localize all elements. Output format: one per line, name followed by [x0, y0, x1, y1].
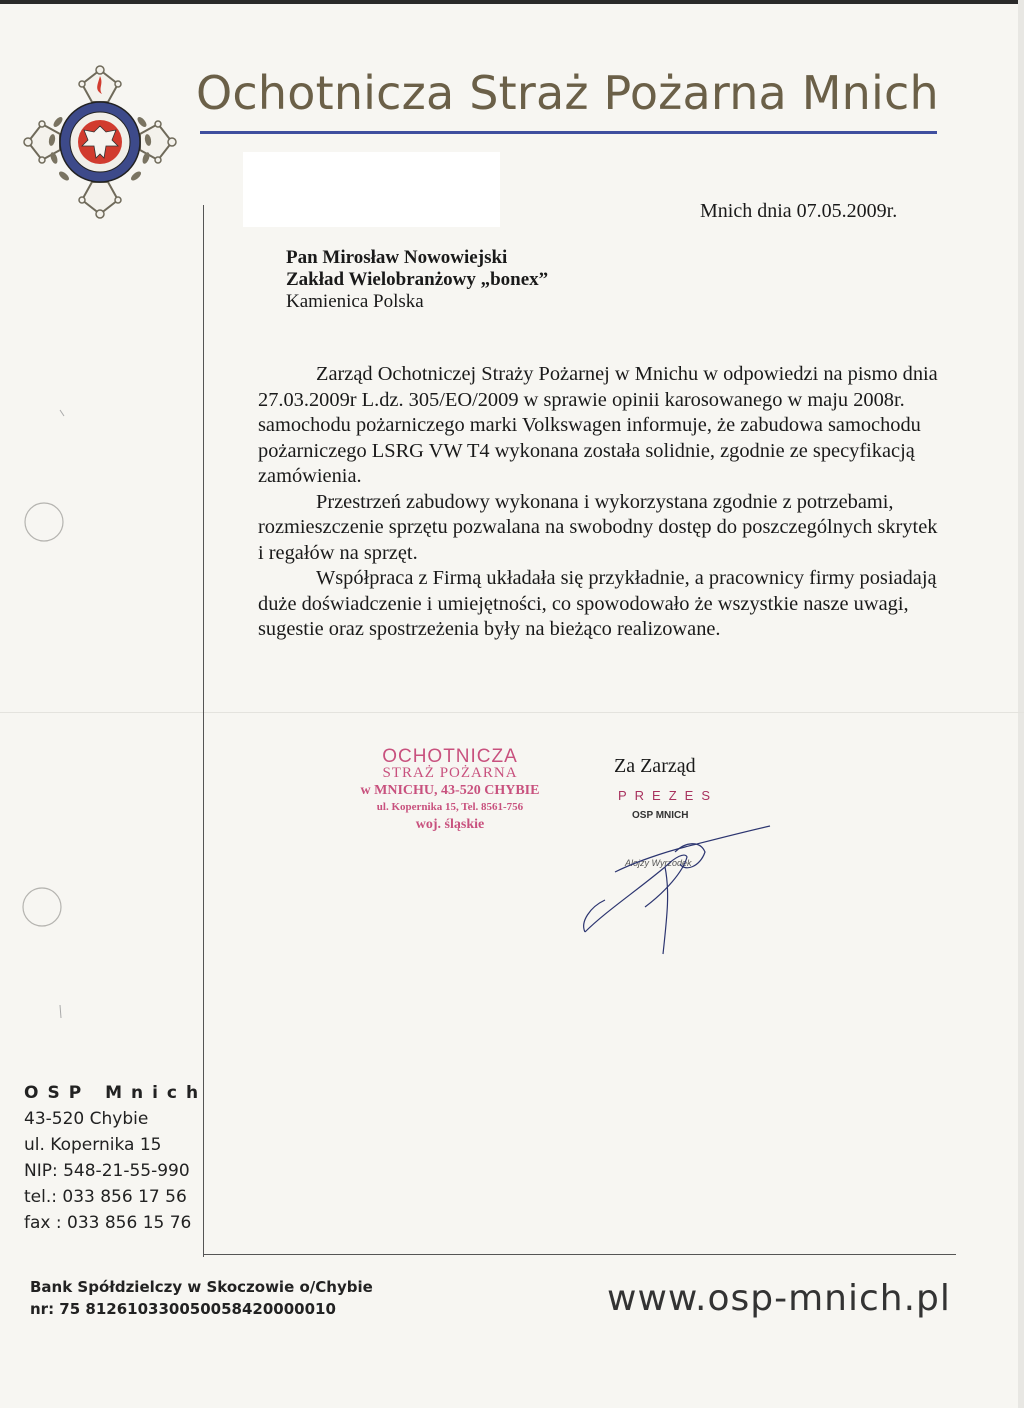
recipient-address	[286, 247, 548, 313]
bank-account: nr: 75 81261033005005842000001​0	[30, 1300, 336, 1318]
footer-fax: fax : 033 856 15 76	[24, 1213, 192, 1233]
footer-org-name: OSP Mnich	[24, 1083, 208, 1103]
bottom-rule	[203, 1254, 956, 1255]
right-edge	[1018, 0, 1024, 1408]
bank-name: Bank Spółdzielczy w Skoczowie o/Chybie	[30, 1278, 373, 1296]
recipient-name: Pan Mirosław Nowowiejski	[286, 247, 508, 268]
body-paragraph: Przestrzeń zabudowy wykonana i wykorzystana zgodnie z potrzebami, rozmieszczenie sprzętu pozwalana na swobodny dostęp do poszczególnych skrytek i regałów na sprzęt.	[258, 490, 938, 564]
redacted-area	[243, 152, 500, 227]
stamp-line: woj. śląskie	[415, 817, 485, 832]
top-edge	[0, 0, 1024, 4]
website-link[interactable]: www.osp-mnich.pl	[607, 1278, 951, 1319]
signature-label: Za Zarząd	[614, 755, 696, 777]
punch-holes	[0, 0, 120, 1050]
punch-hole	[25, 503, 63, 541]
organization-stamp	[330, 748, 570, 833]
paper-fold	[0, 712, 1024, 713]
footer-tel: tel.: 033 856 17 56	[24, 1187, 187, 1207]
president-stamp-org: OSP MNICH	[632, 810, 689, 821]
recipient-city: Kamienica Polska	[286, 291, 424, 312]
punch-hole	[23, 888, 61, 926]
body-paragraph: Współpraca z Firmą układała się przykładnie, a pracownicy firmy posiadają duże doświadczenie i umiejętności, co spowodowało że wszystkie nasze uwagi, sugestie oraz spostrzeżenia były na bieżąco realizowane.	[258, 567, 937, 640]
president-stamp-name: Alojzy Wyrzodek	[625, 858, 692, 868]
letter-body	[258, 362, 938, 643]
recipient-company: Zakład Wielobranżowy „bonex”	[286, 269, 549, 290]
stamp-line: OCHOTNICZA	[382, 746, 518, 767]
footer-postal: 43-520 Chybie	[24, 1109, 149, 1129]
footer-nip: NIP: 548-21-55-990	[24, 1161, 190, 1181]
stamp-line: ul. Kopernika 15, Tel. 8561-756	[376, 801, 524, 813]
body-paragraph: Zarząd Ochotniczej Straży Pożarnej w Mnichu w odpowiedzi na pismo dnia 27.03.2009r L.dz. 305/EO/2009 w sprawie opinii karosowanego w maju 2008r. samochodu pożarniczego marki Volkswagen informuje, że zabudowa samochodu pożarniczego LSRG VW T4 wykonana została solidnie, zgodnie ze specyfikacją zamówienia.	[258, 363, 938, 487]
handwritten-signature	[575, 812, 775, 957]
footer-contact	[24, 1080, 207, 1236]
organization-title: Ochotnicza Straż Pożarna Mnich	[196, 66, 939, 120]
bank-info	[30, 1276, 373, 1320]
footer-street: ul. Kopernika 15	[24, 1135, 162, 1155]
stamp-line: STRAŻ POŻARNA	[382, 765, 518, 781]
president-stamp-title: PREZES	[618, 788, 719, 803]
title-underline	[200, 131, 937, 134]
stamp-line: w MNICHU, 43-520 CHYBIE	[360, 783, 540, 798]
letter-date: Mnich dnia 07.05.2009r.	[700, 200, 898, 222]
